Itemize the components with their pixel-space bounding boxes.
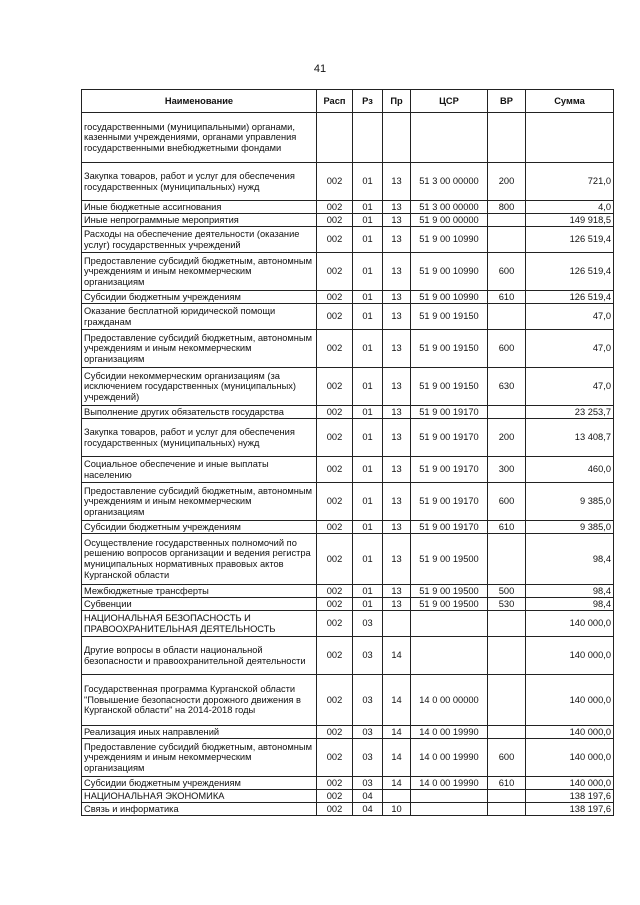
row-vr	[488, 534, 526, 585]
table-row	[82, 790, 614, 803]
row-rasp: 002	[317, 304, 353, 330]
header-csr: ЦСР	[411, 90, 488, 113]
row-rasp: 002	[317, 637, 353, 675]
row-csr: 51 9 00 00000	[411, 214, 488, 227]
row-name: Межбюджетные трансферты	[82, 585, 317, 598]
row-pr: 13	[383, 214, 411, 227]
row-sum: 47,0	[526, 304, 614, 330]
row-rasp: 002	[317, 534, 353, 585]
row-name: Субсидии бюджетным учреждениям	[82, 291, 317, 304]
row-rz: 01	[353, 291, 383, 304]
row-rz: 01	[353, 598, 383, 611]
row-rasp: 002	[317, 598, 353, 611]
row-pr: 13	[383, 304, 411, 330]
row-sum: 13 408,7	[526, 419, 614, 457]
row-rz: 01	[353, 330, 383, 368]
row-sum: 126 519,4	[526, 253, 614, 291]
row-sum: 140 000,0	[526, 675, 614, 726]
row-rz: 03	[353, 611, 383, 637]
row-rz: 01	[353, 406, 383, 419]
row-rz: 03	[353, 726, 383, 739]
row-sum: 721,0	[526, 163, 614, 201]
row-sum: 47,0	[526, 330, 614, 368]
row-name: Субвенции	[82, 598, 317, 611]
row-name: Субсидии некоммерческим организациям (за исключением государственных (муниципальных) учреждений)	[82, 368, 317, 406]
row-rasp	[317, 113, 353, 163]
row-pr: 13	[383, 406, 411, 419]
table-row	[82, 534, 614, 585]
row-vr	[488, 803, 526, 816]
row-vr: 610	[488, 777, 526, 790]
row-rasp: 002	[317, 291, 353, 304]
row-rasp: 002	[317, 777, 353, 790]
row-csr: 51 9 00 10990	[411, 291, 488, 304]
row-pr: 10	[383, 803, 411, 816]
row-vr: 500	[488, 585, 526, 598]
row-rz: 01	[353, 521, 383, 534]
table-row	[82, 163, 614, 201]
row-rz: 01	[353, 214, 383, 227]
row-vr: 800	[488, 201, 526, 214]
row-pr: 14	[383, 726, 411, 739]
row-rz: 03	[353, 675, 383, 726]
row-vr	[488, 726, 526, 739]
table-row	[82, 227, 614, 253]
row-sum: 460,0	[526, 457, 614, 483]
budget-table	[81, 89, 614, 816]
row-sum: 140 000,0	[526, 726, 614, 739]
row-rz: 01	[353, 163, 383, 201]
row-csr: 51 9 00 19500	[411, 534, 488, 585]
row-rz: 01	[353, 227, 383, 253]
row-vr: 300	[488, 457, 526, 483]
table-row	[82, 675, 614, 726]
row-csr: 51 9 00 19170	[411, 419, 488, 457]
row-sum: 138 197,6	[526, 803, 614, 816]
row-csr: 51 3 00 00000	[411, 201, 488, 214]
row-name: Государственная программа Курганской области "Повышение безопасности дорожного движения в Курганской области" на 2014-2018 годы	[82, 675, 317, 726]
row-csr: 51 9 00 19170	[411, 457, 488, 483]
row-rz: 01	[353, 457, 383, 483]
row-pr: 14	[383, 637, 411, 675]
row-rasp: 002	[317, 419, 353, 457]
row-csr: 51 9 00 19150	[411, 330, 488, 368]
header-sum: Сумма	[526, 90, 614, 113]
row-rasp: 002	[317, 483, 353, 521]
row-rasp: 002	[317, 163, 353, 201]
row-rasp: 002	[317, 790, 353, 803]
row-name: Другие вопросы в области национальной безопасности и правоохранительной деятельности	[82, 637, 317, 675]
row-csr: 51 9 00 10990	[411, 253, 488, 291]
row-vr	[488, 214, 526, 227]
row-vr: 200	[488, 419, 526, 457]
row-sum: 23 253,7	[526, 406, 614, 419]
row-name: Иные бюджетные ассигнования	[82, 201, 317, 214]
table-row	[82, 726, 614, 739]
row-pr: 13	[383, 419, 411, 457]
table-row	[82, 214, 614, 227]
row-name: Субсидии бюджетным учреждениям	[82, 777, 317, 790]
row-csr	[411, 113, 488, 163]
row-sum: 140 000,0	[526, 637, 614, 675]
table-row	[82, 253, 614, 291]
header-rz: Рз	[353, 90, 383, 113]
table-row	[82, 611, 614, 637]
row-vr: 600	[488, 253, 526, 291]
row-rz: 01	[353, 483, 383, 521]
row-name: Закупка товаров, работ и услуг для обеспечения государственных (муниципальных) нужд	[82, 163, 317, 201]
row-rasp: 002	[317, 330, 353, 368]
row-rasp: 002	[317, 611, 353, 637]
table-row	[82, 803, 614, 816]
row-rz: 03	[353, 637, 383, 675]
table-row	[82, 113, 614, 163]
row-name: НАЦИОНАЛЬНАЯ ЭКОНОМИКА	[82, 790, 317, 803]
row-pr: 13	[383, 457, 411, 483]
row-sum: 140 000,0	[526, 777, 614, 790]
row-vr	[488, 611, 526, 637]
row-rasp: 002	[317, 803, 353, 816]
row-sum: 98,4	[526, 585, 614, 598]
row-rz: 01	[353, 585, 383, 598]
row-csr: 51 9 00 19170	[411, 521, 488, 534]
row-csr: 14 0 00 19990	[411, 777, 488, 790]
table-row	[82, 419, 614, 457]
row-sum: 98,4	[526, 598, 614, 611]
row-sum: 9 385,0	[526, 483, 614, 521]
row-csr: 51 9 00 19500	[411, 585, 488, 598]
row-csr	[411, 803, 488, 816]
row-sum: 9 385,0	[526, 521, 614, 534]
table-row	[82, 304, 614, 330]
row-csr: 51 3 00 00000	[411, 163, 488, 201]
table-row	[82, 368, 614, 406]
row-sum: 140 000,0	[526, 739, 614, 777]
row-vr	[488, 675, 526, 726]
row-sum: 149 918,5	[526, 214, 614, 227]
row-pr: 13	[383, 291, 411, 304]
row-vr: 630	[488, 368, 526, 406]
row-sum: 4,0	[526, 201, 614, 214]
table-row	[82, 406, 614, 419]
row-rasp: 002	[317, 253, 353, 291]
row-csr: 14 0 00 19990	[411, 739, 488, 777]
table-row	[82, 330, 614, 368]
table-row	[82, 777, 614, 790]
row-name: Осуществление государственных полномочий по решению вопросов организации и ведения регистра муниципальных нормативных правовых актов Курганской области	[82, 534, 317, 585]
row-rz: 01	[353, 304, 383, 330]
row-rasp: 002	[317, 521, 353, 534]
row-pr: 13	[383, 598, 411, 611]
row-name: Расходы на обеспечение деятельности (оказание услуг) государственных учреждений	[82, 227, 317, 253]
row-rz: 04	[353, 803, 383, 816]
row-rasp: 002	[317, 457, 353, 483]
row-pr: 14	[383, 675, 411, 726]
table-row	[82, 483, 614, 521]
row-rasp: 002	[317, 406, 353, 419]
row-rasp: 002	[317, 675, 353, 726]
row-csr	[411, 637, 488, 675]
row-pr: 13	[383, 368, 411, 406]
row-csr: 51 9 00 10990	[411, 227, 488, 253]
row-pr: 13	[383, 330, 411, 368]
row-sum: 126 519,4	[526, 227, 614, 253]
table-row	[82, 739, 614, 777]
row-pr: 13	[383, 521, 411, 534]
row-pr	[383, 790, 411, 803]
row-rasp: 002	[317, 739, 353, 777]
row-csr	[411, 790, 488, 803]
row-name: Выполнение других обязательств государства	[82, 406, 317, 419]
row-name: Реализация иных направлений	[82, 726, 317, 739]
row-name: Субсидии бюджетным учреждениям	[82, 521, 317, 534]
row-rz: 01	[353, 253, 383, 291]
row-pr: 13	[383, 534, 411, 585]
row-name: Иные непрограммные мероприятия	[82, 214, 317, 227]
row-vr: 600	[488, 483, 526, 521]
row-name: Закупка товаров, работ и услуг для обеспечения государственных (муниципальных) нужд	[82, 419, 317, 457]
row-rasp: 002	[317, 726, 353, 739]
row-rasp: 002	[317, 214, 353, 227]
row-rasp: 002	[317, 201, 353, 214]
row-rz: 04	[353, 790, 383, 803]
row-vr: 200	[488, 163, 526, 201]
row-pr: 13	[383, 483, 411, 521]
page-number: 41	[313, 63, 327, 75]
row-pr: 13	[383, 253, 411, 291]
row-rasp: 002	[317, 368, 353, 406]
row-rz: 01	[353, 419, 383, 457]
table-row	[82, 521, 614, 534]
row-vr: 530	[488, 598, 526, 611]
row-pr: 13	[383, 585, 411, 598]
row-sum	[526, 113, 614, 163]
row-sum: 126 519,4	[526, 291, 614, 304]
row-pr: 14	[383, 739, 411, 777]
row-pr	[383, 611, 411, 637]
row-vr: 610	[488, 291, 526, 304]
row-vr	[488, 790, 526, 803]
row-rz	[353, 113, 383, 163]
row-rz: 01	[353, 368, 383, 406]
row-vr: 610	[488, 521, 526, 534]
row-rasp: 002	[317, 585, 353, 598]
row-sum: 138 197,6	[526, 790, 614, 803]
row-sum: 47,0	[526, 368, 614, 406]
row-name: Предоставление субсидий бюджетным, автономным учреждениям и иным некоммерческим организациям	[82, 483, 317, 521]
table-header-row	[82, 90, 614, 113]
row-sum: 140 000,0	[526, 611, 614, 637]
table-row	[82, 637, 614, 675]
table-row	[82, 291, 614, 304]
row-pr: 13	[383, 227, 411, 253]
table-body	[82, 113, 614, 816]
row-name: Предоставление субсидий бюджетным, автономным учреждениям и иным некоммерческим организациям	[82, 330, 317, 368]
row-name: Предоставление субсидий бюджетным, автономным учреждениям и иным некоммерческим организациям	[82, 739, 317, 777]
table-row	[82, 585, 614, 598]
row-name: Предоставление субсидий бюджетным, автономным учреждениям и иным некоммерческим организациям	[82, 253, 317, 291]
row-vr	[488, 637, 526, 675]
row-name: Социальное обеспечение и иные выплаты населению	[82, 457, 317, 483]
row-pr	[383, 113, 411, 163]
row-vr	[488, 113, 526, 163]
row-csr: 51 9 00 19170	[411, 406, 488, 419]
row-vr	[488, 304, 526, 330]
row-pr: 13	[383, 163, 411, 201]
row-sum: 98,4	[526, 534, 614, 585]
row-rasp: 002	[317, 227, 353, 253]
row-csr: 14 0 00 00000	[411, 675, 488, 726]
row-rz: 03	[353, 739, 383, 777]
row-pr: 13	[383, 201, 411, 214]
row-rz: 01	[353, 201, 383, 214]
row-csr: 51 9 00 19170	[411, 483, 488, 521]
header-name: Наименование	[82, 90, 317, 113]
row-name: государственными (муниципальными) органами, казенными учреждениями, органами управления государственными внебюджетными фондами	[82, 113, 317, 163]
header-pr: Пр	[383, 90, 411, 113]
row-vr	[488, 406, 526, 419]
row-name: НАЦИОНАЛЬНАЯ БЕЗОПАСНОСТЬ И ПРАВООХРАНИТЕЛЬНАЯ ДЕЯТЕЛЬНОСТЬ	[82, 611, 317, 637]
row-name: Связь и информатика	[82, 803, 317, 816]
row-vr: 600	[488, 739, 526, 777]
row-vr	[488, 227, 526, 253]
row-csr: 14 0 00 19990	[411, 726, 488, 739]
row-name: Оказание бесплатной юридической помощи гражданам	[82, 304, 317, 330]
row-csr: 51 9 00 19150	[411, 368, 488, 406]
header-rasp: Расп	[317, 90, 353, 113]
table-row	[82, 201, 614, 214]
row-csr: 51 9 00 19150	[411, 304, 488, 330]
row-vr: 600	[488, 330, 526, 368]
table-row	[82, 457, 614, 483]
header-vr: ВР	[488, 90, 526, 113]
table-row	[82, 598, 614, 611]
row-rz: 01	[353, 534, 383, 585]
row-csr: 51 9 00 19500	[411, 598, 488, 611]
row-csr	[411, 611, 488, 637]
row-pr: 14	[383, 777, 411, 790]
row-rz: 03	[353, 777, 383, 790]
